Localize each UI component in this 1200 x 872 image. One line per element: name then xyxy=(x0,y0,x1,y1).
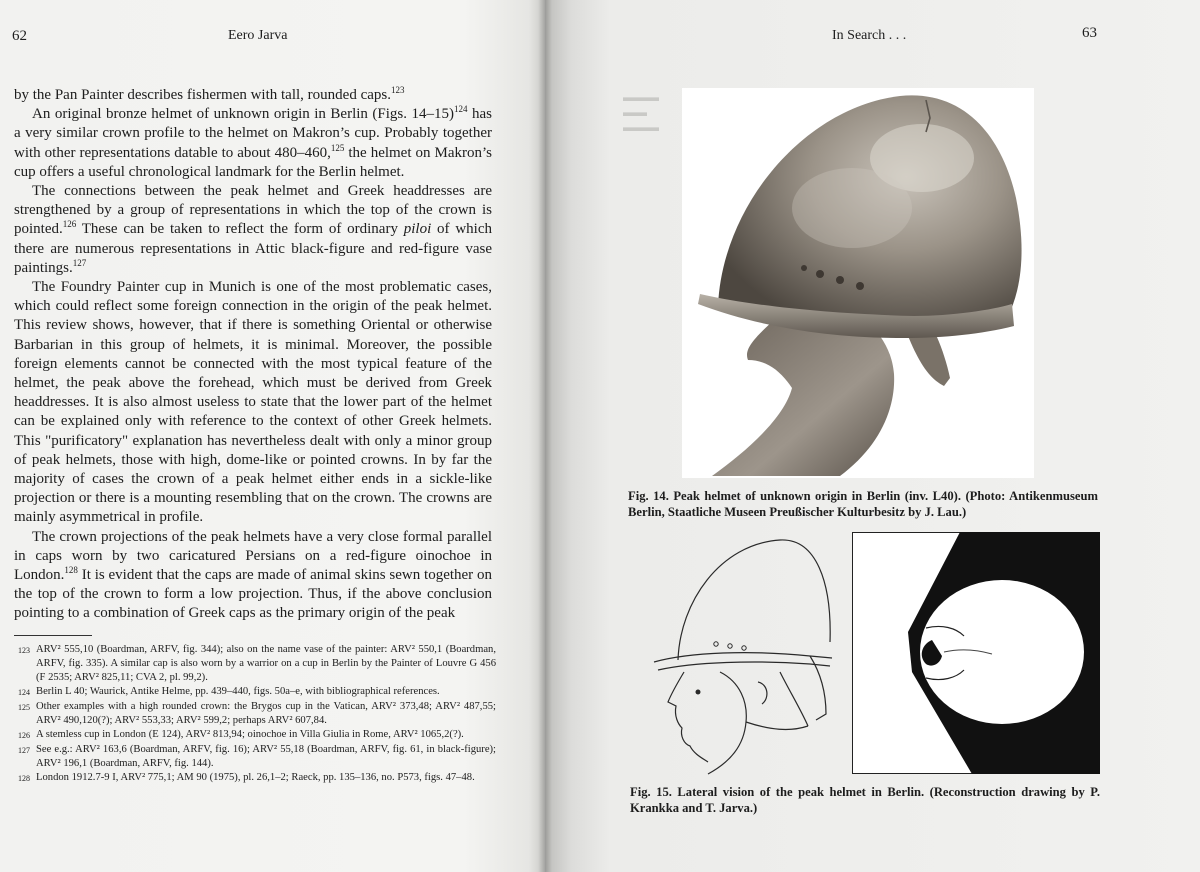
footnote-text: A stemless cup in London (E 124), ARV² 813,94; oinochoe in Villa Giulia in Rome, ARV² 1065,2(?). xyxy=(36,729,464,740)
helmet-profile-drawing xyxy=(650,532,840,777)
footnote-number: 124 xyxy=(18,688,30,697)
footnote-text: London 1912.7-9 I, ARV² 775,1; AM 90 (1975), pl. 26,1–2; Raeck, pp. 135–136, no. P573, figs. 47–48. xyxy=(36,772,475,783)
book-gutter xyxy=(538,0,552,872)
footnote xyxy=(18,685,496,700)
paragraph xyxy=(14,278,492,528)
helmet-photo-icon xyxy=(682,88,1034,478)
running-head: Eero Jarva xyxy=(228,28,288,43)
text-run: the helmet on Makron’s cup offers a useful chronological landmark for the Berlin helmet. xyxy=(14,144,493,180)
figure-14-caption: Fig. 14. Peak helmet of unknown origin in Berlin (inv. L40). (Photo: Antikenmuseum Berlin, Staatliche Museen Preußischer Kulturbesitz by J. Lau.) xyxy=(628,489,1098,519)
text-run: An original bronze helmet of unknown origin in Berlin (Figs. 14–15) xyxy=(32,106,454,123)
footnote xyxy=(18,743,496,771)
footnote-text: See e.g.: ARV² 163,6 (Boardman, ARFV, fig. 16); ARV² 55,18 (Boardman, ARFV, fig. 61, in black-figure); ARV² 196,1 (Boardman, ARFV, fig. 144). xyxy=(36,744,496,769)
page-number: 63 xyxy=(1082,25,1097,41)
note-ref: 123 xyxy=(391,85,405,95)
text-run: The crown projections of the peak helmets have a very close formal parallel in caps worn by two caricatured Persians on a red-figure oinochoe in London. xyxy=(14,528,492,584)
helmet-top-view-drawing xyxy=(852,532,1100,774)
italic-term: piloi xyxy=(403,221,432,238)
footnote xyxy=(18,728,496,743)
figure-15-caption: Fig. 15. Lateral vision of the peak helmet in Berlin. (Reconstruction drawing by P. Krankka and T. Jarva.) xyxy=(630,785,1100,815)
helmet-photograph xyxy=(682,88,1034,478)
footnote-number: 123 xyxy=(18,646,30,655)
helmet-profile-drawing-icon xyxy=(650,532,840,777)
text-run: The Foundry Painter cup in Munich is one of the most problematic cases, which could reflect some foreign connection in the origin of the peak helmet. This review shows, however, that if there is something Oriental or otherwise Barbarian in this group of helmets, it is minimal. Moreover, the possible foreign elements cannot be connected with the most typical feature of the helmet, the peak above the forehead, which must be derived from Greek headdresses. It is also almost useless to state that the lower part of the helmet can be explained only with reference to the context of other Greek helmets. This "purificatory" explanation has nevertheless dealt with only a minor group of peak helmets, those with high, dome-like or pointed crowns. In by far the majority of cases the crown of a peak helmet either ends in a sickle-like projection or there is a mounting resembling that on the crown. The crowns are mainly asymmetrical in profile. xyxy=(14,279,492,526)
paragraph xyxy=(14,86,492,105)
text-run: These can be taken to reflect the form of ordinary xyxy=(76,221,404,238)
footnotes xyxy=(18,643,496,786)
footnote-text: Other examples with a high rounded crown: the Brygos cup in the Vatican, ARV² 373,48; ARV² 487,55; ARV² 490,120(?); ARV² 553,33; ARV² 599,2; perhaps ARV² 607,84. xyxy=(36,701,496,726)
text-run: has a very similar crown profile to the helmet on Makron’s cup. Probably together with other representations datable to about 480–460, xyxy=(14,106,492,161)
text-run: It is evident that the caps are made of animal skins sewn together on the top of the crown to form a low projection. Thus, if the above conclusion pointing to a combination of Greek caps as the primary origin of the peak xyxy=(14,567,492,622)
paragraph xyxy=(14,528,492,624)
running-head: In Search . . . xyxy=(832,28,907,43)
paragraph xyxy=(14,182,492,278)
body-text xyxy=(14,86,492,624)
footnote-text: ARV² 555,10 (Boardman, ARFV, fig. 344); also on the name vase of the painter: ARV² 550,1 (Boardman, ARFV, fig. 335). A similar cap is also worn by a warrior on a cup in Berlin by the Painter of Louvre G 456 (F 2535; ARV² 825,11; CVA 2, pl. 99,2). xyxy=(36,644,496,683)
footnote-number: 126 xyxy=(18,731,30,740)
note-ref: 127 xyxy=(72,257,87,268)
footnote-text: Berlin L 40; Waurick, Antike Helme, pp. 439–440, figs. 50a–e, with bibliographical references. xyxy=(36,686,440,697)
text-run: The connections between the peak helmet and Greek headdresses are strengthened by a group of representations in which the top of the crown is pointed. xyxy=(14,183,492,238)
note-ref: 126 xyxy=(62,219,77,230)
note-ref: 124 xyxy=(454,104,468,115)
page-number: 62 xyxy=(12,28,27,44)
note-ref: 128 xyxy=(64,565,78,576)
footnote xyxy=(18,643,496,685)
paragraph xyxy=(14,105,492,182)
footnote-divider xyxy=(14,635,92,636)
left-page xyxy=(0,0,545,872)
footnote-number: 128 xyxy=(18,774,30,783)
helmet-top-view-drawing-icon xyxy=(852,532,1100,774)
text-run: of which there are numerous representations in Attic black-figure and red-figure vase paintings. xyxy=(14,221,493,276)
note-ref: 125 xyxy=(330,142,345,153)
footnote-number: 125 xyxy=(18,703,30,712)
footnote-number: 127 xyxy=(18,746,30,755)
footnote xyxy=(18,700,496,728)
show-through-text: ▬▬▬ ▬▬ ▬▬▬ xyxy=(623,90,659,134)
footnote xyxy=(18,771,496,786)
text-run: by the Pan Painter describes fishermen with tall, rounded caps. xyxy=(14,87,391,103)
